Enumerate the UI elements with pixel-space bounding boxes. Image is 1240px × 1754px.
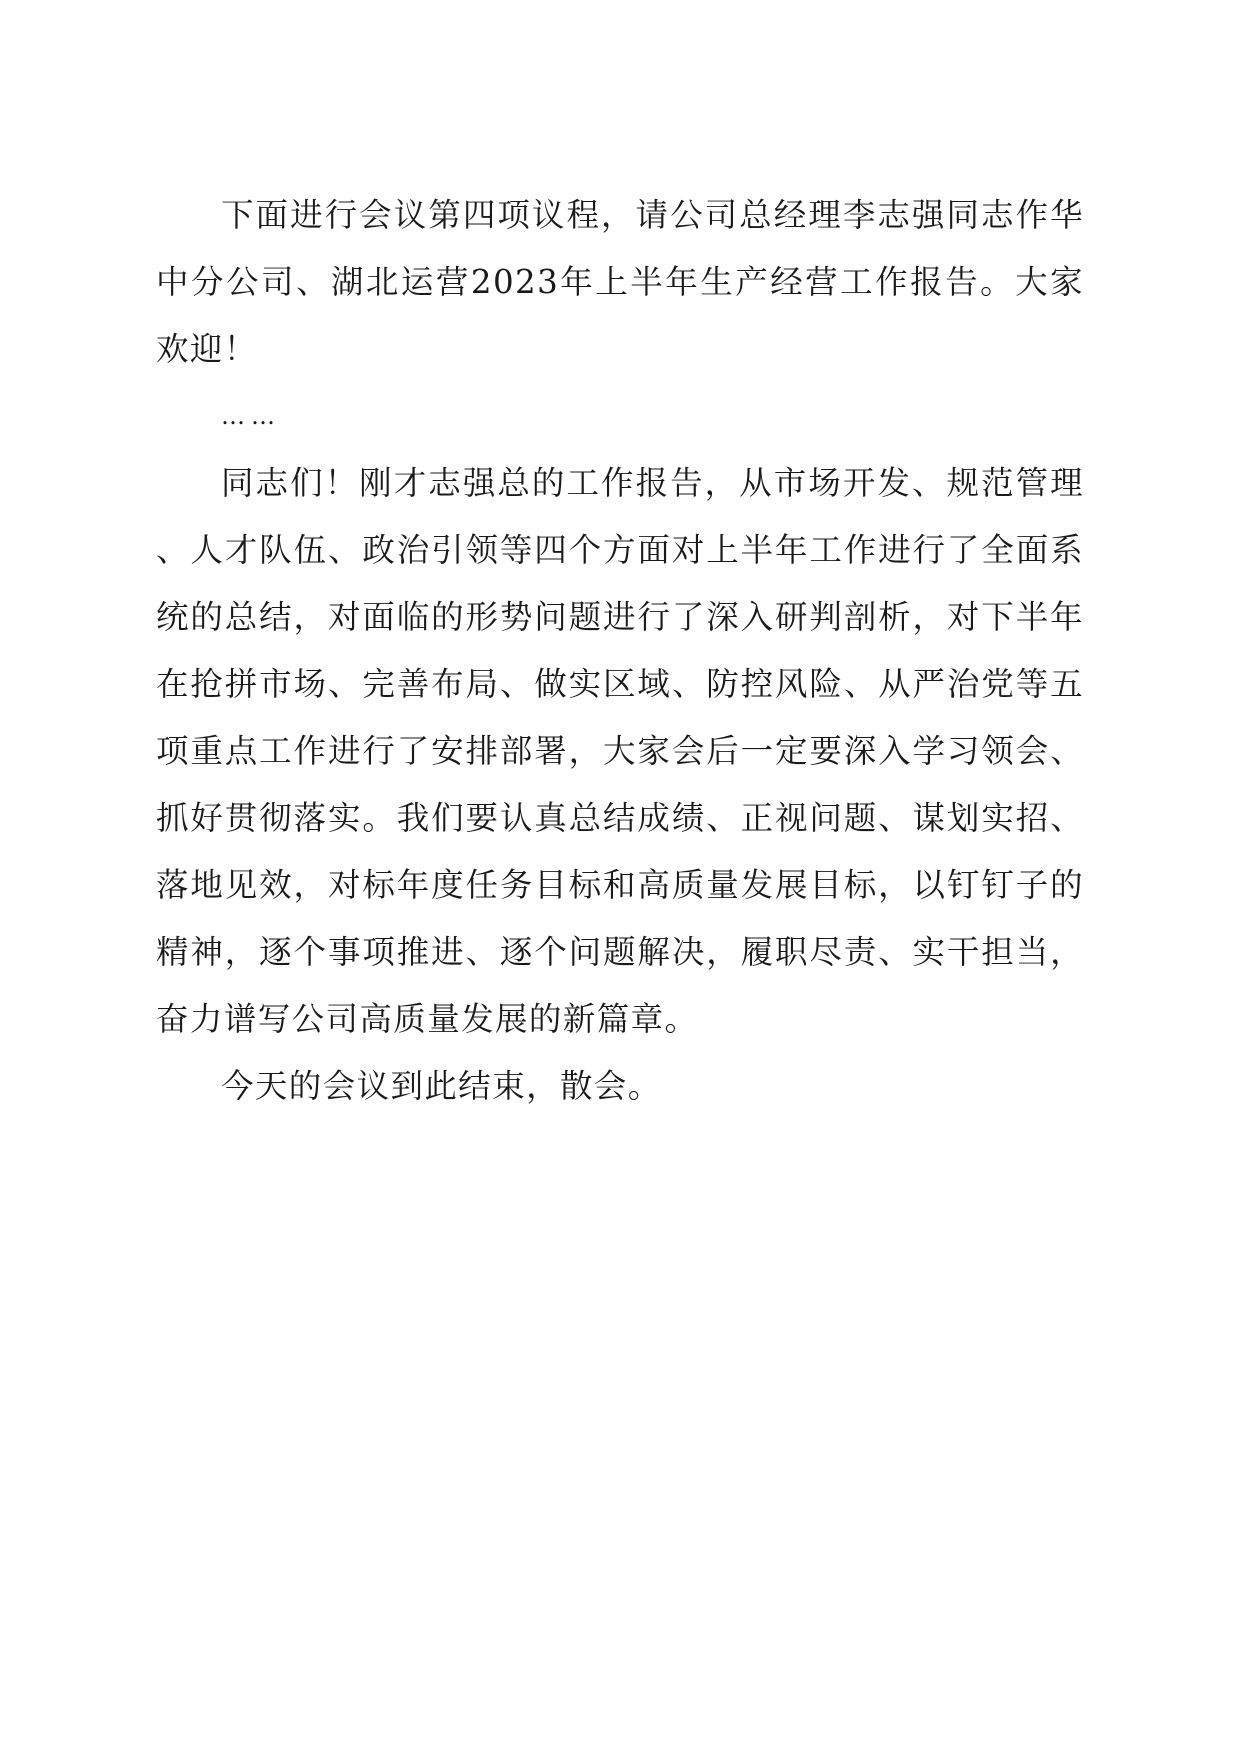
document-body — [156, 182, 1084, 1120]
paragraph-agenda-item-four: 下面进行会议第四项议程，请公司总经理李志强同志作华中分公司、湖北运营2023年上半年生产经营工作报告。大家欢迎！ — [156, 196, 1084, 368]
ellipsis-separator: …… — [221, 402, 281, 430]
paragraph-closing: 今天的会议到此结束，散会。 — [221, 1067, 662, 1105]
paragraph-summary-remarks: 同志们！刚才志强总的工作报告，从市场开发、规范管理、人才队伍、政治引领等四个方面对上半年工作进行了全面系统的总结，对面临的形势问题进行了深入研判剖析，对下半年在抢拼市场、完善布局、做实区域、防控风险、从严治党等五项重点工作进行了安排部署，大家会后一定要深入学习领会、抓好贯彻落实。我们要认真总结成绩、正视问题、谋划实招、落地见效，对标年度任务目标和高质量发展目标，以钉钉子的精神，逐个事项推进、逐个问题解决，履职尽责、实干担当，奋力谱写公司高质量发展的新篇章。 — [156, 464, 1084, 1038]
